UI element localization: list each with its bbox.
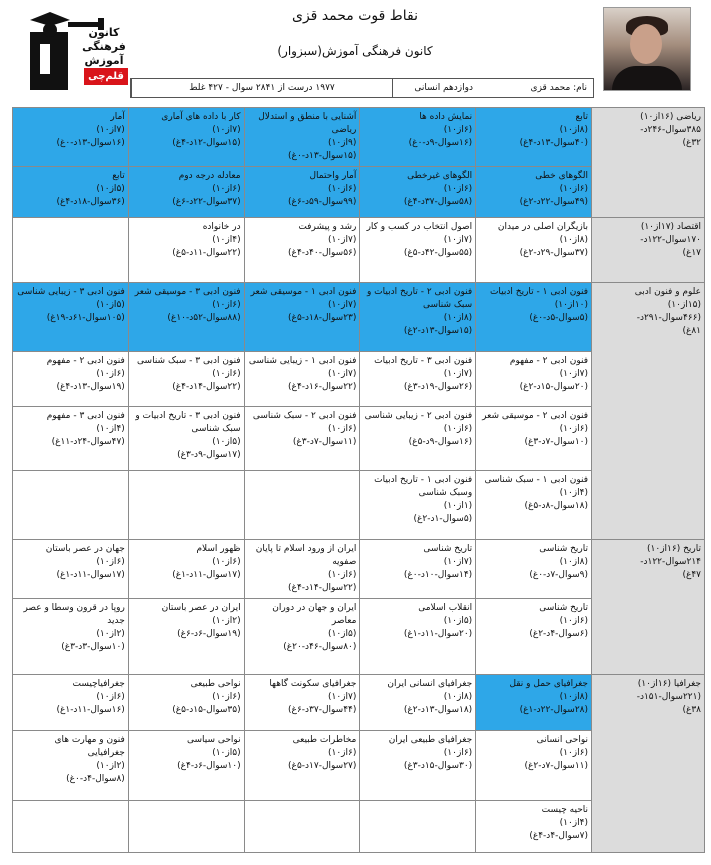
table-row — [13, 540, 705, 599]
page-subtitle: کانون فرهنگی آموزش(سبزوار) — [277, 44, 433, 58]
topic-score: (۲از۱۰) — [96, 629, 125, 639]
subject-label-line: ۳۲غ) — [682, 138, 701, 148]
topic-score: (۷از۱۰) — [443, 557, 473, 567]
topic-cell — [476, 540, 592, 599]
topic-name: فنون ادبی ۱ - موسیقی شعر — [250, 287, 357, 297]
topic-name: جغرافیای حمل و نقل — [509, 679, 588, 689]
topic-name: ایران و جهان در دوران معاصر — [272, 603, 357, 626]
table-row — [13, 283, 705, 352]
topic-name: فنون ادبی ۲ - مفهوم — [46, 356, 125, 366]
topic-stats: (۲۰سوال-۱۵د-۲غ) — [519, 382, 588, 392]
topic-stats: (۱۷سوال-۹د-۳غ) — [177, 450, 241, 460]
topic-cell — [128, 108, 244, 167]
topic-name: جغرافیای انسانی ایران — [387, 679, 473, 689]
topic-score: (۶از۱۰) — [443, 125, 473, 135]
topic-name: نواحی سیاسی — [186, 735, 241, 745]
topic-stats: (۱۰سوال-۶د-۴غ) — [177, 761, 241, 771]
subject-label-line: ۱۷غ) — [682, 248, 701, 258]
topic-cell — [244, 731, 360, 801]
topic-score: (۴از۱۰) — [559, 488, 588, 498]
topic-stats: (۴۰سوال-۱۳د-۴غ) — [519, 138, 588, 148]
subject-label-line: تاریخ (۱۶از۱۰) — [647, 544, 701, 554]
topic-score: (۷از۱۰) — [327, 300, 357, 310]
topic-stats: (۱۰سوال-۳د-۳غ) — [61, 642, 125, 652]
topic-cell — [360, 283, 476, 352]
topic-score: (۱۰از۱۰) — [554, 300, 588, 310]
topic-name: رشد و پیشرفت — [298, 222, 357, 232]
topic-cell — [476, 675, 592, 731]
topic-cell — [360, 599, 476, 675]
topic-cell — [244, 218, 360, 283]
topic-cell — [13, 407, 129, 471]
topic-stats: (۱۵سوال-۱۳د-۲غ) — [403, 326, 473, 336]
topic-stats: (۱۱سوال-۷د-۲غ) — [524, 761, 588, 771]
topic-cell — [128, 540, 244, 599]
topic-score: (۶از۱۰) — [327, 748, 357, 758]
topic-stats: (۴۷سوال-۲۴د-۱۱غ) — [51, 437, 125, 447]
topic-stats: (۸۸سوال-۵۲د-۱۰غ) — [167, 313, 241, 323]
topic-name: معادله درجه دوم — [178, 171, 241, 181]
topic-stats: (۱۵سوال-۱۳د-۰غ) — [288, 151, 357, 161]
topic-name: ایران از ورود اسلام تا پایان صفویه — [255, 544, 357, 567]
topic-name: تاریخ شناسی — [539, 544, 588, 554]
subject-label-line: علوم و فنون ادبی — [634, 287, 701, 297]
topic-stats: (۱۶سوال-۹د-۵غ) — [408, 437, 473, 447]
topic-name: فنون و مهارت های جغرافیایی — [54, 735, 125, 758]
topic-cell — [360, 407, 476, 471]
page-title: نقاط قوت محمد قزی — [292, 8, 418, 24]
topic-stats: (۵سوال-۵د-۰غ) — [529, 313, 588, 323]
topic-cell — [360, 108, 476, 167]
topic-name: تابع — [112, 171, 125, 181]
subject-label-line: (۱۵از۱۰) — [667, 300, 701, 310]
logo-line-2: فرهنگی — [82, 40, 126, 53]
topic-cell — [13, 731, 129, 801]
topic-score: (۶از۱۰) — [212, 692, 241, 702]
stats-summary: ۱۹۷۷ درست از ۲۸۴۱ سوال - ۴۲۷ غلط — [131, 79, 392, 97]
topic-name: جغرافیای طبیعی ایران — [388, 735, 473, 745]
topic-stats: (۵۸سوال-۳۷د-۴غ) — [403, 197, 473, 207]
topic-name: آمار واحتمال — [309, 171, 357, 181]
topic-score: (۸از۱۰) — [559, 557, 588, 567]
topic-cell — [360, 540, 476, 599]
topic-cell — [360, 218, 476, 283]
topic-name: فنون ادبی ۳ - زیبایی شناسی — [17, 287, 125, 297]
topic-score: (۸از۱۰) — [559, 235, 588, 245]
topic-name: فنون ادبی ۲ - مفهوم — [509, 356, 588, 366]
topic-score: (۷از۱۰) — [443, 369, 473, 379]
empty-cell — [13, 218, 129, 283]
topic-stats: (۱۸سوال-۱۳د-۲غ) — [403, 705, 473, 715]
topic-cell — [476, 471, 592, 540]
topic-cell — [244, 675, 360, 731]
topic-stats: (۱۵سوال-۱۲د-۴غ) — [172, 138, 241, 148]
topic-score: (۵از۱۰) — [443, 616, 473, 626]
topic-cell — [128, 352, 244, 407]
topic-cell — [128, 167, 244, 218]
topic-stats: (۸سوال-۴د-۰غ) — [66, 774, 125, 784]
subject-label-line: ۴۷غ) — [682, 570, 701, 580]
topic-score: (۸از۱۰) — [443, 692, 473, 702]
subject-label-line: ۲۱۴سوال-۱۲۲د- — [640, 557, 701, 567]
topic-cell — [13, 352, 129, 407]
topic-stats: (۶سوال-۴د-۲غ) — [529, 629, 588, 639]
topic-name: فنون ادبی ۳ - تاریخ ادبیات — [374, 356, 473, 366]
topic-score: (۲از۱۰) — [96, 761, 125, 771]
topic-cell — [476, 218, 592, 283]
topic-stats: (۱۶سوال-۱۳د-۰غ) — [56, 138, 125, 148]
topic-stats: (۱۰۵سوال-۶۱د-۱۹غ) — [46, 313, 125, 323]
topic-cell — [13, 283, 129, 352]
topic-stats: (۱۷سوال-۱۱د-۱غ) — [172, 570, 241, 580]
topic-cell — [13, 167, 129, 218]
topic-cell — [13, 599, 129, 675]
topic-score: (۵از۱۰) — [212, 748, 241, 758]
topic-stats: (۱۸سوال-۸د-۵غ) — [524, 501, 588, 511]
topic-stats: (۱۶سوال-۹د-۰غ) — [408, 138, 473, 148]
empty-cell — [128, 801, 244, 853]
topic-score: (۶از۱۰) — [96, 557, 125, 567]
table-row — [13, 108, 705, 167]
topic-stats: (۱۹سوال-۱۳د-۴غ) — [56, 382, 125, 392]
table-row — [13, 675, 705, 731]
topic-score: (۵از۱۰) — [327, 629, 357, 639]
topic-score: (۶از۱۰) — [443, 424, 473, 434]
topic-stats: (۲۲سوال-۱۴د-۴غ) — [288, 583, 357, 593]
topic-name: جهان در عصر باستان — [45, 544, 125, 554]
topic-name: کار با داده های آماری — [161, 112, 241, 122]
topic-stats: (۲۳سوال-۱۸د-۵غ) — [288, 313, 357, 323]
topic-cell — [128, 675, 244, 731]
topic-stats: (۳۷سوال-۲۹د-۲غ) — [519, 248, 588, 258]
topic-cell — [476, 352, 592, 407]
topic-score: (۶از۱۰) — [212, 557, 241, 567]
topic-stats: (۹۹سوال-۵۹د-۶غ) — [288, 197, 357, 207]
topic-name: نواحی طبیعی — [190, 679, 241, 689]
topic-name: الگوهای خطی — [535, 171, 588, 181]
topic-stats: (۱۴سوال-۱۰د-۰غ) — [403, 570, 473, 580]
topic-cell — [244, 283, 360, 352]
topic-stats: (۲۰سوال-۱۱د-۱غ) — [403, 629, 473, 639]
topic-cell — [128, 407, 244, 471]
logo-line-1: کانون — [88, 26, 120, 39]
topic-name: فنون ادبی ۳ - سبک شناسی — [137, 356, 241, 366]
topic-name: نواحی انسانی — [536, 735, 588, 745]
topic-cell — [476, 407, 592, 471]
topic-score: (۷از۱۰) — [327, 369, 357, 379]
topic-cell — [244, 108, 360, 167]
topic-name: الگوهای غیرخطی — [407, 171, 473, 181]
topic-stats: (۲۲سوال-۱۱د-۵غ) — [172, 248, 241, 258]
topic-score: (۴از۱۰) — [96, 424, 125, 434]
topic-score: (۹از۱۰) — [327, 138, 357, 148]
topic-score: (۶از۱۰) — [559, 184, 588, 194]
topic-cell — [476, 801, 592, 853]
topic-name: در خانواده — [202, 222, 241, 232]
subject-label-cell — [592, 108, 705, 218]
topic-name: فنون ادبی ۱ - تاریخ ادبیات — [489, 287, 588, 297]
topic-name: فنون ادبی ۲ - تاریخ ادبیات و سبک شناسی — [366, 287, 473, 310]
topic-score: (۶از۱۰) — [559, 748, 588, 758]
topic-name: مخاطرات طبیعی — [292, 735, 357, 745]
topic-stats: (۲۸سوال-۲۲د-۱غ) — [519, 705, 588, 715]
topic-stats: (۳۵سوال-۱۵د-۵غ) — [172, 705, 241, 715]
topic-name: آشنایی با منطق و استدلال ریاضی — [258, 112, 357, 135]
topic-name: جغرافیاچیست — [72, 679, 125, 689]
topic-name: جغرافیای سکونت گاهها — [269, 679, 357, 689]
topic-name: آمار — [110, 112, 125, 122]
topic-name: فنون ادبی ۳ - موسیقی شعر — [134, 287, 241, 297]
topic-name: فنون ادبی ۲ - سبک شناسی — [252, 411, 357, 421]
table-row — [13, 218, 705, 283]
topic-score: (۶از۱۰) — [212, 369, 241, 379]
topic-cell — [476, 283, 592, 352]
topic-stats: (۳۶سوال-۱۸د-۴غ) — [56, 197, 125, 207]
topic-cell — [128, 599, 244, 675]
topic-stats: (۱۹سوال-۶د-۶غ) — [177, 629, 241, 639]
topic-cell — [476, 599, 592, 675]
topic-name: انقلاب اسلامی — [418, 603, 473, 613]
subject-label-line: ریاضی (۱۶از۱۰) — [640, 112, 701, 122]
topic-stats: (۲۷سوال-۱۷د-۵غ) — [288, 761, 357, 771]
grade-label: دوازدهم انسانی — [392, 79, 479, 97]
topic-score: (۶از۱۰) — [443, 184, 473, 194]
topic-score: (۲از۱۰) — [212, 616, 241, 626]
subject-label-line: جغرافیا (۱۶از۱۰) — [637, 679, 701, 689]
topic-score: (۴از۱۰) — [212, 235, 241, 245]
topic-cell — [476, 731, 592, 801]
subject-label-line: ۳۸۵سوال-۲۴۶د- — [640, 125, 701, 135]
empty-cell — [244, 471, 360, 540]
topic-score: (۵از۱۰) — [212, 437, 241, 447]
topic-cell — [360, 675, 476, 731]
topic-name: اصول انتخاب در کسب و کار — [366, 222, 473, 232]
topic-score: (۷از۱۰) — [96, 125, 125, 135]
topic-cell — [244, 540, 360, 599]
subject-label-cell — [592, 283, 705, 540]
topic-cell — [476, 108, 592, 167]
topic-name: ایران در عصر باستان — [161, 603, 241, 613]
student-info-bar — [130, 78, 594, 98]
kanoon-logo — [28, 4, 128, 90]
topic-score: (۷از۱۰) — [327, 235, 357, 245]
topic-stats: (۱۷سوال-۱۱د-۱غ) — [56, 570, 125, 580]
topic-score: (۵از۱۰) — [96, 300, 125, 310]
topic-stats: (۷سوال-۴د-۴غ) — [529, 831, 588, 841]
topic-name: تاریخ شناسی — [423, 544, 473, 554]
topic-cell — [244, 407, 360, 471]
topic-name: فنون ادبی ۳ - مفهوم — [46, 411, 125, 421]
topic-score: (۷از۱۰) — [327, 692, 357, 702]
topic-score: (۴از۱۰) — [559, 818, 588, 828]
subject-label-line: ۸۱غ) — [682, 326, 701, 336]
topic-stats: (۵۵سوال-۴۲د-۵غ) — [403, 248, 473, 258]
subject-label-line: اقتصاد (۱۷از۱۰) — [640, 222, 701, 232]
empty-cell — [360, 801, 476, 853]
topic-cell — [13, 540, 129, 599]
topic-name: روپا در قرون وسطا و عصر جدید — [23, 603, 125, 626]
topic-score: (۶از۱۰) — [327, 570, 357, 580]
topic-stats: (۱۰سوال-۷د-۳غ) — [524, 437, 588, 447]
topic-stats: (۲۲سوال-۱۶د-۴غ) — [288, 382, 357, 392]
topic-stats: (۳۷سوال-۲۲د-۶غ) — [172, 197, 241, 207]
subject-label-line: (۲۲۱سوال-۱۵۱د- — [636, 692, 701, 702]
topic-name: ظهور اسلام — [196, 544, 241, 554]
empty-cell — [13, 471, 129, 540]
topic-stats: (۴۴سوال-۳۷د-۶غ) — [288, 705, 357, 715]
topic-cell — [244, 352, 360, 407]
subject-label-line: ۳۸غ) — [682, 705, 701, 715]
topic-cell — [244, 599, 360, 675]
topic-score: (۶از۱۰) — [96, 369, 125, 379]
topic-name: تابع — [575, 112, 588, 122]
topic-name: فنون ادبی ۲ - موسیقی شعر — [482, 411, 588, 421]
empty-cell — [128, 471, 244, 540]
topic-score: (۸از۱۰) — [559, 125, 588, 135]
topic-stats: (۵۶سوال-۴۰د-۴غ) — [288, 248, 357, 258]
topic-score: (۷از۱۰) — [443, 235, 473, 245]
topic-score: (۶از۱۰) — [559, 616, 588, 626]
empty-cell — [244, 801, 360, 853]
topic-score: (۵از۱۰) — [96, 184, 125, 194]
subject-label-cell — [592, 540, 705, 675]
topic-score: (۶از۱۰) — [327, 184, 357, 194]
topic-score: (۱از۱۰) — [443, 501, 473, 511]
topic-name: فنون ادبی ۳ - تاریخ ادبیات و سبک شناسی — [135, 411, 241, 434]
topic-cell — [128, 731, 244, 801]
topic-score: (۸از۱۰) — [559, 692, 588, 702]
topic-stats: (۹سوال-۷د-۰غ) — [529, 570, 588, 580]
topic-cell — [13, 675, 129, 731]
topic-score: (۷از۱۰) — [559, 369, 588, 379]
topic-stats: (۱۶سوال-۱۱د-۱غ) — [56, 705, 125, 715]
topic-cell — [244, 167, 360, 218]
topic-cell — [128, 218, 244, 283]
topic-name: فنون ادبی ۱ - زیبایی شناسی — [248, 356, 357, 366]
topic-name: نمایش داده ها — [419, 112, 473, 122]
topic-cell — [13, 108, 129, 167]
topic-score: (۸از۱۰) — [443, 313, 473, 323]
subject-label-cell — [592, 218, 705, 283]
topic-name: تاریخ شناسی — [539, 603, 588, 613]
topic-stats: (۱۱سوال-۷د-۳غ) — [292, 437, 357, 447]
topic-score: (۷از۱۰) — [212, 125, 241, 135]
topic-score: (۶از۱۰) — [559, 424, 588, 434]
topic-score: (۶از۱۰) — [96, 692, 125, 702]
topic-stats: (۴۹سوال-۲۲د-۲غ) — [519, 197, 588, 207]
subject-label-cell — [592, 675, 705, 853]
photo-face — [630, 24, 662, 64]
subject-label-line: (۴۶۶سوال-۲۹۱د- — [636, 313, 701, 323]
topic-stats: (۵سوال-۱د-۲غ) — [413, 514, 473, 524]
topic-stats: (۲۲سوال-۱۴د-۴غ) — [172, 382, 241, 392]
topic-stats: (۸۰سوال-۴۶د-۲۰غ) — [283, 642, 357, 652]
topic-cell — [360, 167, 476, 218]
topic-score: (۶از۱۰) — [212, 184, 241, 194]
logo-line-4: قلم‌چی — [84, 68, 128, 85]
logo-line-3: آموزش — [84, 54, 124, 67]
topic-name: فنون ادبی ۱ - سبک شناسی — [484, 475, 588, 485]
topic-stats: (۲۶سوال-۱۹د-۳غ) — [403, 382, 473, 392]
topic-score: (۶از۱۰) — [327, 424, 357, 434]
topic-score: (۶از۱۰) — [443, 748, 473, 758]
photo-shirt — [612, 66, 682, 90]
strengths-table — [12, 107, 705, 853]
subject-label-line: ۱۷۰سوال-۱۲۲د- — [640, 235, 701, 245]
student-name: نام: محمد قزی — [530, 83, 587, 93]
topic-stats: (۳۰سوال-۱۵د-۳غ) — [403, 761, 473, 771]
topic-name: ناحیه چیست — [541, 805, 588, 815]
topic-name: فنون ادبی ۲ - زیبایی شناسی — [364, 411, 473, 421]
empty-cell — [13, 801, 129, 853]
topic-name: بازیگران اصلی در میدان — [497, 222, 588, 232]
topic-cell — [360, 731, 476, 801]
topic-cell — [360, 471, 476, 540]
student-photo — [603, 7, 691, 91]
topic-cell — [476, 167, 592, 218]
topic-cell — [128, 283, 244, 352]
topic-cell — [360, 352, 476, 407]
topic-name: فنون ادبی ۱ - تاریخ ادبیات وسبک شناسی — [374, 475, 473, 498]
topic-score: (۶از۱۰) — [212, 300, 241, 310]
